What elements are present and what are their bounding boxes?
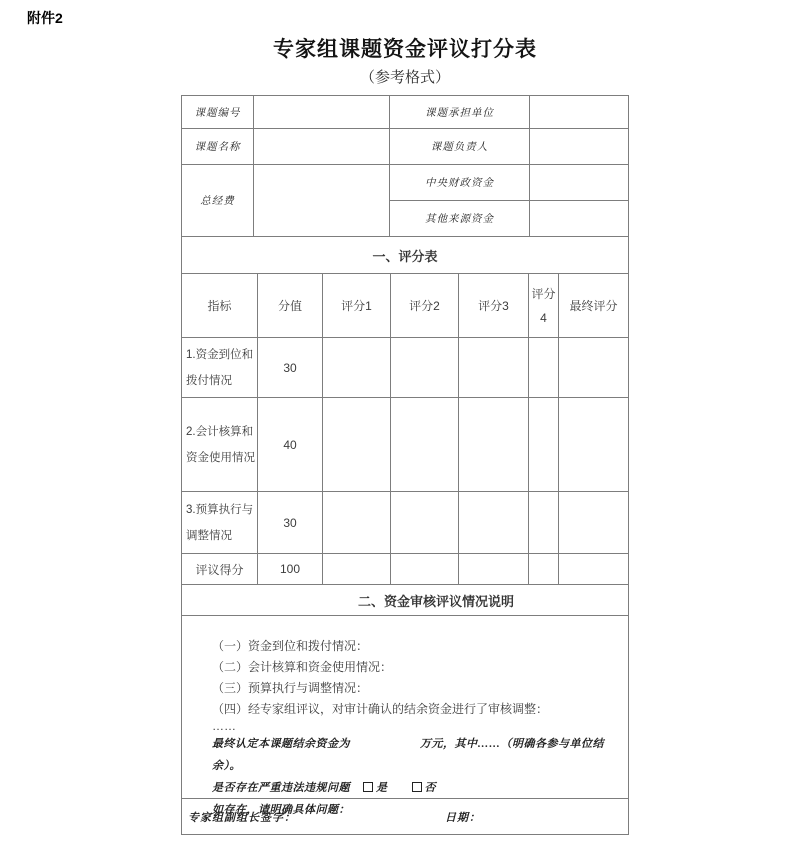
score-cell[interactable] [390, 398, 458, 491]
date-label: 日期： [445, 811, 481, 824]
project-leader-value-cell[interactable] [529, 129, 628, 164]
score-cell[interactable] [528, 492, 558, 553]
page-subtitle: （参考格式） [359, 69, 450, 86]
conclusion-line-1 [212, 733, 620, 777]
score-row-3 [182, 492, 628, 554]
header-points: 分值 [257, 274, 322, 337]
score-cell[interactable] [528, 554, 558, 584]
score-cell[interactable] [322, 338, 390, 397]
info-row-2 [182, 129, 628, 165]
central-funds-value-cell[interactable] [529, 165, 628, 200]
ellipsis-line: …… [212, 719, 236, 733]
header-indicator: 指标 [207, 298, 232, 313]
section1-title: 一、评分表 [372, 248, 438, 264]
review-item-3: （三）预算执行与调整情况： [212, 681, 369, 695]
review-notes-cell[interactable] [182, 616, 628, 816]
no-checkbox[interactable] [412, 782, 422, 792]
points-cell: 30 [257, 492, 322, 553]
header-score2: 评分2 [390, 274, 458, 337]
yes-checkbox[interactable] [363, 782, 373, 792]
header-score1: 评分1 [322, 274, 390, 337]
review-item-2: （二）会计核算和资金使用情况： [212, 660, 393, 674]
review-notes-row [182, 616, 628, 816]
final-score-cell[interactable] [558, 554, 628, 584]
score-cell[interactable] [322, 398, 390, 491]
project-number-value-cell[interactable] [253, 96, 389, 128]
header-score3: 评分3 [458, 274, 528, 337]
final-score-cell[interactable] [558, 398, 628, 491]
central-funds-label: 中央财政资金 [389, 165, 529, 200]
final-score-cell[interactable] [558, 338, 628, 397]
review-score-label: 评议得分 [195, 562, 244, 577]
other-funds-label: 其他来源资金 [389, 201, 529, 237]
other-funds-value-cell[interactable] [529, 201, 628, 237]
conclusion-suffix: 万元，其中……（明确各参与单位结余）。 [212, 738, 604, 772]
project-leader-label: 课题负责人 [389, 129, 529, 164]
no-label: 否 [424, 782, 436, 794]
score-cell[interactable] [322, 554, 390, 584]
section2-title: 二、资金审核评议情况说明 [357, 593, 514, 609]
section2-header-row [182, 585, 628, 616]
yes-label: 是 [376, 782, 388, 794]
conclusion-line-3: 如存在，请明确具体问题： [212, 804, 350, 816]
points-cell: 40 [257, 398, 322, 491]
section1-header-row [182, 237, 628, 274]
project-number-label: 课题编号 [194, 107, 241, 119]
header-final-score: 最终评分 [558, 274, 628, 337]
scoring-form-table [181, 95, 629, 835]
info-row-1 [182, 96, 628, 129]
score-cell[interactable] [390, 338, 458, 397]
other-funds-row [389, 201, 628, 237]
review-item-4: （四）经专家组评议，对审计确认的结余资金进行了审核调整： [212, 702, 549, 716]
score-total-row [182, 554, 628, 585]
indicator-accounting: 2.会计核算和资金使用情况 [186, 425, 255, 464]
indicator-funds-arrival: 1.资金到位和拨付情况 [186, 348, 254, 387]
points-cell: 30 [257, 338, 322, 397]
score-header-row [182, 274, 628, 338]
project-name-label: 课题名称 [194, 142, 241, 153]
undertaking-unit-value-cell[interactable] [529, 96, 628, 128]
conclusion-prefix: 最终认定本课题结余资金为 [212, 738, 350, 750]
indicator-budget-execution: 3.预算执行与调整情况 [186, 503, 254, 542]
score-cell[interactable] [528, 398, 558, 491]
score-cell[interactable] [528, 338, 558, 397]
points-cell: 100 [257, 554, 322, 584]
undertaking-unit-label: 课题承担单位 [389, 96, 529, 128]
score-cell[interactable] [322, 492, 390, 553]
header-score4: 评分4 [528, 274, 558, 337]
total-funding-label: 总经费 [200, 196, 235, 207]
page-title: 专家组课题资金评议打分表 [273, 38, 537, 61]
score-cell[interactable] [458, 398, 528, 491]
violation-question: 是否存在严重违法违规问题 [212, 782, 350, 794]
attachment-label: 附件2 [27, 10, 63, 26]
score-cell[interactable] [458, 492, 528, 553]
final-score-cell[interactable] [558, 492, 628, 553]
project-name-value-cell[interactable] [253, 129, 389, 164]
signature-label: 专家组副组长签字： [188, 811, 296, 824]
score-cell[interactable] [458, 338, 528, 397]
score-cell[interactable] [390, 554, 458, 584]
violation-question-line [212, 777, 620, 799]
signature-row [182, 799, 628, 834]
total-funding-value-cell[interactable] [253, 165, 389, 236]
score-row-1 [182, 338, 628, 398]
score-cell[interactable] [458, 554, 528, 584]
funding-row [182, 165, 628, 237]
funding-sub-block [389, 165, 628, 236]
central-funds-row [389, 165, 628, 201]
review-item-1: （一）资金到位和拨付情况： [212, 639, 369, 653]
score-cell[interactable] [390, 492, 458, 553]
score-row-2 [182, 398, 628, 492]
